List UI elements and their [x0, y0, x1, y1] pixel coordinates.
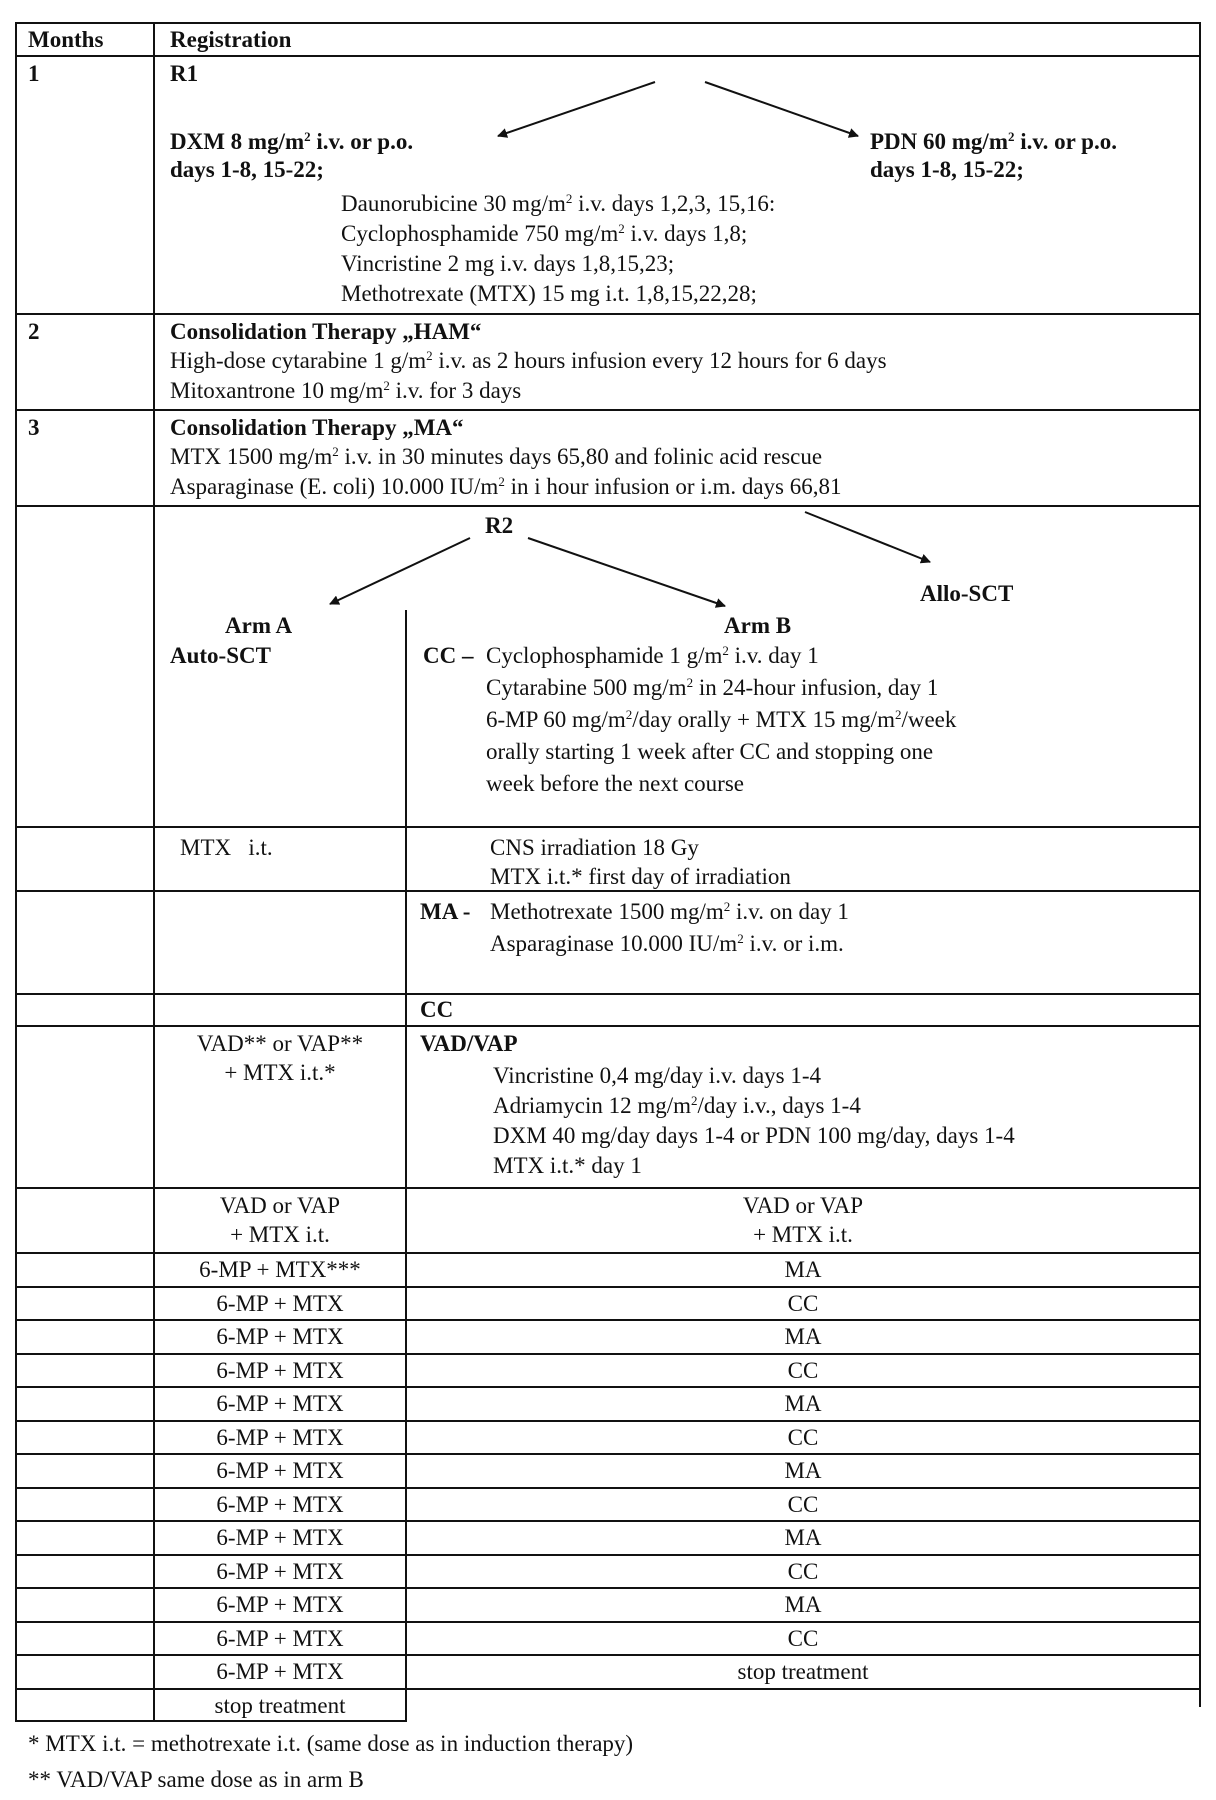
ma-title: Consolidation Therapy „MA“	[170, 415, 464, 440]
maint-a: 6-MP + MTX	[216, 1458, 344, 1483]
maint-a: 6-MP + MTX	[216, 1592, 344, 1617]
maint-a: 6-MP + MTX	[216, 1291, 344, 1316]
r1-arrow-left	[498, 82, 655, 136]
vad-or-vap-a-2: + MTX i.t.	[230, 1222, 330, 1247]
ma-line-1: MTX 1500 $mg/m^2$ i.v. in 30 minutes days 65,80 and folinic acid rescue	[170, 444, 823, 469]
maint-a: 6-MP + MTX	[216, 1626, 344, 1651]
maint-b: MA	[784, 1391, 822, 1416]
cc-label: CC –	[423, 643, 474, 668]
maint-a: 6-MP + MTX	[216, 1525, 344, 1550]
cns-irradiation: CNS irradiation 18 Gy	[490, 835, 699, 860]
allo-sct-label: Allo-SCT	[920, 581, 1014, 606]
ma-line-2: Asparaginase (E. coli) 10.000 $IU/m^2$ in i hour infusion or i.m. days 66,81	[170, 474, 842, 499]
arm-a-mtx-it: MTX i.t.	[180, 835, 273, 860]
cc-line-2: Cytarabine 500 $mg/m^2$ in 24-hour infusion, day 1	[486, 675, 939, 700]
arm-b-label: Arm B	[724, 613, 792, 638]
maint-b: CC	[787, 1559, 819, 1584]
month-1: 1	[28, 61, 40, 86]
ham-title: Consolidation Therapy „HAM“	[170, 319, 482, 344]
header-registration: Registration	[170, 27, 292, 52]
cc-row-label: CC	[420, 997, 454, 1022]
vad-line-2: Adriamycin 12 $mg/m^2$/day i.v., days 1-4	[493, 1093, 861, 1118]
ma-label: MA -	[420, 899, 471, 924]
maint-b: MA	[784, 1525, 822, 1550]
vad-vap-title: VAD/VAP	[420, 1031, 518, 1056]
maint-b: CC	[787, 1291, 819, 1316]
vincristine-line: Vincristine 2 mg i.v. days 1,8,15,23;	[341, 251, 675, 276]
vad-or-vap-a-1: VAD or VAP	[219, 1193, 341, 1218]
cc-line-1: Cyclophosphamide 1 $g/m^2$ i.v. day 1	[486, 643, 819, 668]
vad-line-4: MTX i.t.* day 1	[493, 1153, 642, 1178]
vad-or-vap-b-1: VAD or VAP	[742, 1193, 864, 1218]
maint-b: stop treatment	[737, 1659, 869, 1684]
maint-b: MA	[784, 1592, 822, 1617]
maint-b: CC	[787, 1425, 819, 1450]
cyclophosphamide-line: Cyclophosphamide 750 $mg/m^2$ i.v. days 1,8;	[341, 221, 748, 246]
maint-a: 6-MP + MTX	[216, 1391, 344, 1416]
ma-asparaginase: Asparaginase 10.000 $IU/m^2$ i.v. or i.m.	[490, 931, 844, 956]
ham-line-2: Mitoxantrone 10 $mg/m^2$ i.v. for 3 days	[170, 378, 522, 403]
maint-a: 6-MP + MTX	[216, 1659, 344, 1684]
footnote-1: * MTX i.t. = methotrexate i.t. (same dose as in induction therapy)	[28, 1731, 634, 1756]
maint-b: CC	[787, 1358, 819, 1383]
cc-line-4: orally starting 1 week after CC and stopping one	[486, 739, 934, 764]
r2-arrow-allo	[805, 512, 930, 562]
maint-b: MA	[784, 1324, 822, 1349]
maint-a: 6-MP + MTX	[216, 1492, 344, 1517]
maint-b: MA	[784, 1458, 822, 1483]
mtx-first-day: MTX i.t.* first day of irradiation	[490, 864, 791, 889]
month-2: 2	[28, 319, 40, 344]
footnote-2: ** VAD/VAP same dose as in arm B	[28, 1767, 364, 1792]
maint-a: 6-MP + MTX	[216, 1324, 344, 1349]
dxm-dose: DXM 8 $mg/m^2$ i.v. or p.o.	[170, 129, 414, 154]
arm-a-label: Arm A	[225, 613, 293, 638]
maint-b: CC	[787, 1492, 819, 1517]
maint-a: 6-MP + MTX***	[199, 1257, 361, 1282]
month-3: 3	[28, 415, 40, 440]
maint-a: 6-MP + MTX	[216, 1425, 344, 1450]
cc-line-3: 6-MP 60 $mg/m^2$/day orally + MTX 15 $mg/m^2$/week	[486, 707, 957, 732]
r2-arrow-arm-b	[528, 538, 725, 606]
maint-b: MA	[784, 1257, 822, 1282]
r2-label: R2	[485, 513, 514, 538]
vad-line-1: Vincristine 0,4 mg/day i.v. days 1-4	[493, 1063, 822, 1088]
vad-line-3: DXM 40 mg/day days 1-4 or PDN 100 mg/day, days 1-4	[493, 1123, 1015, 1148]
ma-methotrexate: Methotrexate 1500 $mg/m^2$ i.v. on day 1	[490, 899, 849, 924]
daunorubicine-line: Daunorubicine 30 $mg/m^2$ i.v. days 1,2,3, 15,16:	[341, 191, 776, 216]
dxm-days: days 1-8, 15-22;	[170, 157, 324, 182]
header-months: Months	[28, 27, 104, 52]
maint-a: 6-MP + MTX	[216, 1559, 344, 1584]
vad-vap-left-1: VAD** or VAP**	[196, 1031, 364, 1056]
vad-or-vap-b-2: + MTX i.t.	[753, 1222, 853, 1247]
methotrexate-line: Methotrexate (MTX) 15 mg i.t. 1,8,15,22,28;	[341, 281, 757, 306]
pdn-dose: PDN 60 $mg/m^2$ i.v. or p.o.	[870, 129, 1117, 154]
vad-vap-left-2: + MTX i.t.*	[224, 1060, 336, 1085]
maint-b: CC	[787, 1626, 819, 1651]
pdn-days: days 1-8, 15-22;	[870, 157, 1024, 182]
r1-label: R1	[170, 61, 199, 86]
r2-arrow-arm-a	[330, 538, 470, 604]
ham-line-1: High-dose cytarabine 1 $g/m^2$ i.v. as 2 hours infusion every 12 hours for 6 days	[170, 348, 887, 373]
maint-a: 6-MP + MTX	[216, 1358, 344, 1383]
auto-sct-label: Auto-SCT	[170, 643, 271, 668]
maint-a: stop treatment	[214, 1693, 346, 1718]
r1-arrow-right	[705, 82, 858, 136]
cc-line-5: week before the next course	[486, 771, 744, 796]
